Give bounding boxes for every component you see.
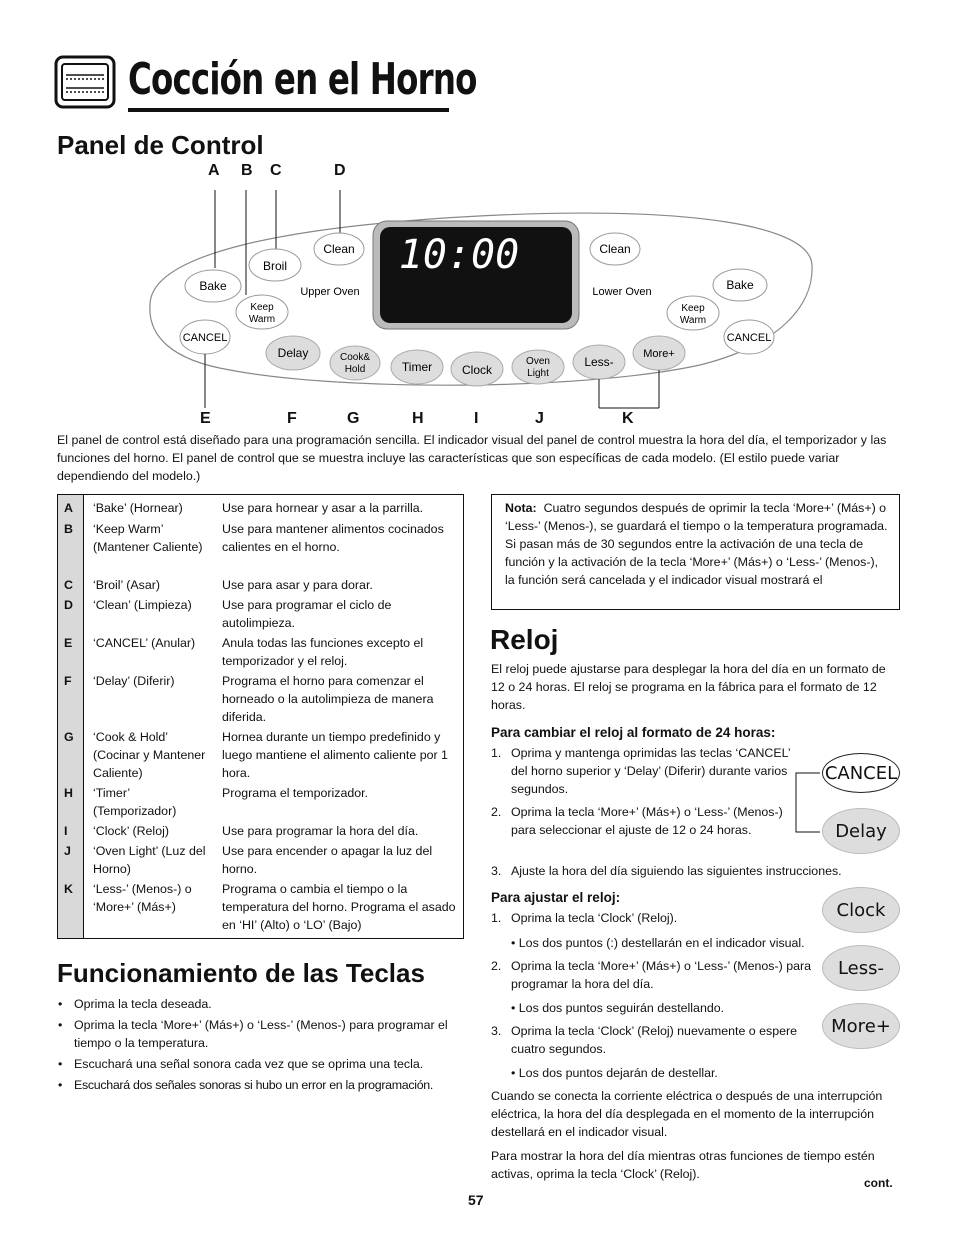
- title-rule: [128, 108, 449, 112]
- clean-key-left: [314, 233, 364, 265]
- page-title: Cocción en el Horno: [128, 54, 477, 105]
- clock-key: [451, 352, 503, 386]
- reloj-heading: Reloj: [490, 624, 559, 655]
- svg-text:Bake: Bake: [199, 279, 227, 293]
- svg-text:Oven: Oven: [526, 356, 550, 367]
- label-d: D: [334, 162, 346, 179]
- label-i: I: [474, 410, 479, 427]
- cancel-key-left: [180, 320, 230, 354]
- svg-text:Timer: Timer: [401, 360, 433, 374]
- broil-key: [249, 249, 301, 281]
- svg-text:Clean: Clean: [599, 242, 631, 256]
- label-k: K: [622, 410, 634, 427]
- list-item: • Los dos puntos dejarán de destellar.: [511, 1066, 718, 1080]
- note-box: [491, 494, 900, 610]
- label-a: A: [208, 162, 220, 179]
- continued-label: cont.: [864, 1176, 893, 1190]
- list-item: • Oprima la tecla deseada.: [57, 995, 469, 1013]
- display-time: 10:00: [398, 232, 520, 278]
- svg-text:More+: More+: [643, 348, 675, 360]
- label-c: C: [270, 162, 282, 179]
- delay-key: [266, 336, 320, 370]
- svg-text:Clock: Clock: [461, 363, 493, 377]
- svg-text:Delay: Delay: [277, 346, 309, 360]
- list-item: • Escuchará una señal sonora cada vez que se oprima una tecla.: [57, 1055, 469, 1073]
- display-paragraph: Para mostrar la hora del día mientras otras funciones de tiempo estén activas, oprima la tecla ‘Clock’ (Reloj).: [491, 1149, 875, 1181]
- note-text: Cuatro segundos después de oprimir la tecla ‘More+’ (Más+) o ‘Less-’ (Menos-), se guardará el tiempo o la temperatura programada. Si pasan más de 30 segundos entre la activación de una tecla de función y la activación de la tecla ‘More+’ (Más+) o ‘Less-’ (Menos-), la función será cancelada y el indicador visual mostrará el: [505, 501, 888, 587]
- funcionamiento-heading: Funcionamiento de las Teclas: [57, 958, 425, 988]
- label-j: J: [535, 410, 544, 427]
- more-key-example: More+: [822, 1003, 900, 1049]
- svg-text:CANCEL: CANCEL: [726, 332, 772, 344]
- less-key: [573, 345, 625, 379]
- keep-warm-key-left: [236, 295, 288, 329]
- bake-key-left: [185, 270, 241, 302]
- key-table-letter-column: [58, 495, 84, 938]
- bracket-line: [790, 772, 820, 834]
- label-e: E: [200, 410, 211, 427]
- timer-key: [391, 350, 443, 384]
- cancel-key-right: [724, 320, 774, 354]
- svg-text:Warm: Warm: [679, 315, 707, 326]
- list-item: • Los dos puntos seguirán destellando.: [511, 1001, 725, 1015]
- svg-text:Keep: Keep: [681, 303, 705, 314]
- subheading-ajustar: Para ajustar el reloj:: [491, 890, 621, 905]
- svg-text:Broil: Broil: [262, 259, 288, 273]
- list-item: • Oprima la tecla ‘More+’ (Más+) o ‘Less-’ (Menos-) para programar el tiempo o la temperatura.: [57, 1016, 469, 1052]
- svg-text:Clean: Clean: [323, 242, 355, 256]
- lower-oven-label: Lower Oven: [592, 286, 652, 298]
- clock-key-example: Clock: [822, 887, 900, 933]
- key-table: A ‘Bake’ (Hornear) Use para hornear y asar a la parrilla. B ‘Keep Warm’ (Mantener Caliente) Use para mantener alimentos cocinados calientes en el horno. C ‘Broil’ (Asar) Use para asar y para dorar. D ‘Clean’ (Limpieza) Use para programar el ciclo de autolimpieza. E ‘CANCEL’ (Anular) Anula todas las funciones excepto el temporizador y el reloj. F ‘Delay’ (Diferir) Programa el horno para comenzar el horneado o la autolimpieza de manera diferida. G ‘Cook & Hold’ (Cocinar y Mantener Caliente) Hornea durante un tiempo predefinido y luego mantiene el alimento caliente por 1 hora. H ‘Timer’ (Temporizador) Programa el temporizador. I ‘Clock’ (Reloj) Use para programar la hora del día. J ‘Oven Light’ (Luz del Horno) Use para encender o apagar la luz del horno. K ‘Less-’ (Menos-) o ‘More+’ (Más+) Programa o cambia el tiempo o la temperatura del horno. Programa el asado en ‘HI’ (Alto) o ‘LO’ (Bajo): [57, 494, 464, 939]
- panel-intro: El panel de control está diseñado para una programación sencilla. El indicador visual del panel de control muestra la hora del día, el temporizador y las funciones del horno. El panel de control que se muestra incluye las características que son específicas de cada modelo. (El estilo puede variar dependiendo del modelo.): [57, 433, 887, 483]
- funcionamiento-list: [57, 995, 469, 1097]
- cook-hold-key: [330, 346, 380, 380]
- list-item: • Los dos puntos (:) destellarán en el indicador visual.: [511, 936, 805, 950]
- list-item: • Escuchará dos señales sonoras si hubo un error en la programación.: [57, 1076, 469, 1094]
- subheading-24h: Para cambiar el reloj al formato de 24 horas:: [491, 725, 776, 740]
- reloj-intro: El reloj puede ajustarse para desplegar la hora del día en un formato de 12 o 24 horas. El reloj se programa en la fábrica para el formato de 12 horas.: [491, 662, 886, 712]
- more-key: [633, 336, 685, 370]
- bake-key-right: [713, 269, 767, 301]
- label-g: G: [347, 410, 360, 427]
- svg-text:Warm: Warm: [248, 314, 276, 325]
- label-h: H: [412, 410, 424, 427]
- svg-text:Keep: Keep: [250, 302, 274, 313]
- cancel-key-example: CANCEL: [822, 753, 900, 793]
- label-b: B: [241, 162, 253, 179]
- svg-text:Bake: Bake: [726, 278, 754, 292]
- control-panel-diagram: [140, 155, 820, 435]
- oven-light-key: [512, 350, 564, 384]
- keep-warm-key-right: [667, 296, 719, 330]
- upper-oven-label: Upper Oven: [300, 286, 360, 298]
- svg-text:CANCEL: CANCEL: [182, 332, 228, 344]
- label-f: F: [287, 410, 297, 427]
- svg-text:Light: Light: [527, 368, 549, 379]
- clean-key-right: [590, 233, 640, 265]
- page-number: 57: [468, 1192, 484, 1208]
- power-paragraph: Cuando se conecta la corriente eléctrica o después de una interrupción eléctrica, la hora del día desplegada en el momento de la interrupción destellará en el indicador visual.: [491, 1089, 883, 1139]
- svg-text:Less-: Less-: [584, 355, 614, 369]
- note-label: Nota:: [505, 501, 537, 515]
- svg-text:Hold: Hold: [344, 364, 366, 375]
- svg-text:Cook&: Cook&: [339, 352, 371, 363]
- oven-icon: [54, 55, 116, 109]
- delay-key-example: Delay: [822, 808, 900, 854]
- panel-heading: Panel de Control: [57, 130, 264, 160]
- less-key-example: Less-: [822, 945, 900, 991]
